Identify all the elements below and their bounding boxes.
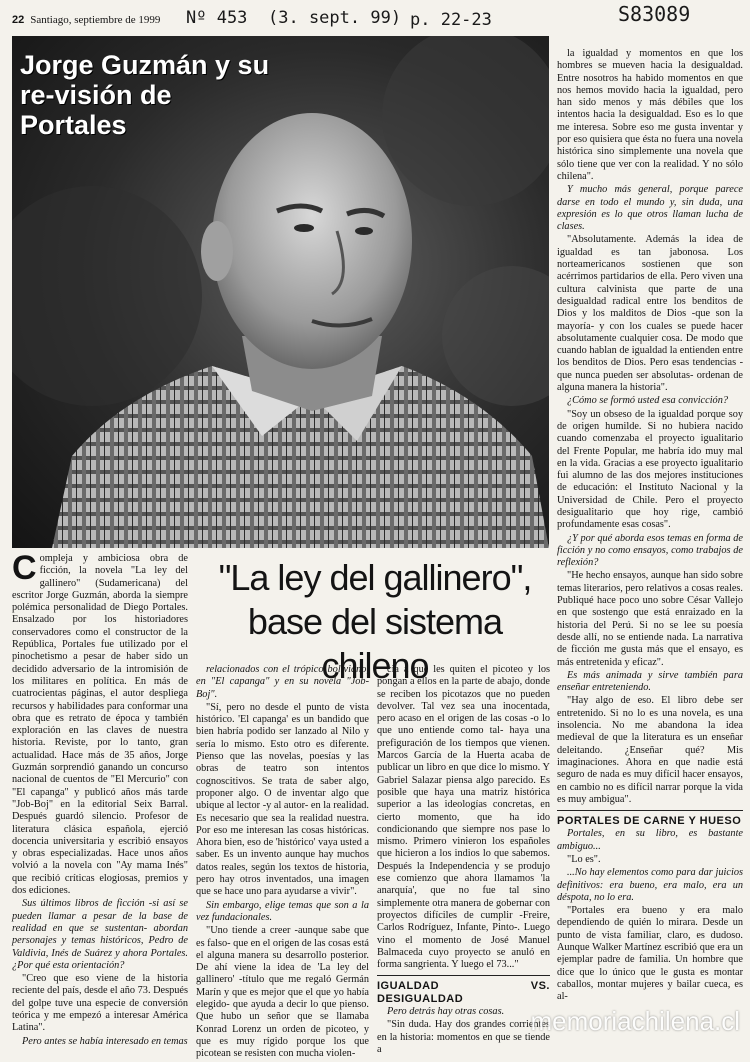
section-heading: IGUALDAD VS. DESIGUALDAD: [377, 980, 550, 1005]
dateline: Santiago, septiembre de 1999: [30, 14, 161, 26]
paragraph: "Sí, pero no desde el punto de vista histórico. 'El capanga' es un bandido que bien habría podido ser lanzado al Nilo y sería lo mismo. Esto otro es diferente. Pienso que las novelas, poesías y las obras de teatro son intentos cognoscitivos. Se trata de saber algo, proponer algo. O de inventar algo que ubique al lector -y al autor- en la realidad. Es necesario que sea la realidad nuestra. Por eso me interesan las cosas históricas. Ahora bien, eso de 'histórico' vaya usted a saber. Es un invento aunque hay muchos datos reales, según los textos de historia, pero hay otros inventados, una imagen que se hace uno para ayudarse a vivir".: [196, 701, 369, 898]
masthead: [12, 14, 160, 26]
section-heading: PORTALES DE CARNE Y HUESO: [557, 815, 742, 828]
divider: [557, 810, 743, 811]
right-column: [557, 48, 743, 1005]
question: ¿Y por qué aborda esos temas en forma de ficción y no como ensayos, como trabajos de reflexión?: [557, 532, 743, 569]
lead-text: ompleja y ambiciosa obra de ficción, la novela "La ley del gallinero" (Sudamericana) del escritor Jorge Guzmán, aborda la siempre polémica personalidad de Diego Portales. Ensalzado por los historiadores conservadores como el constructor de la República, Portales fue utilizado por el pinochetismo a pesar de haber sido un decidido adversario de la intromisión de los militares en política. En más de cuatrocientas páginas, el autor despliega recursos y habilidades para conformar una obra que es retrato de época y también exploración en las claves de nuestra historia. Reviste, por lo tanto, gran actualidad. Hace más de 35 años, Jorge Guzmán sorprendió ganando un concurso nacional de cuentos de "El Mercurio" con "El capanga" y publicó años más tarde "Job-Boj" en la editorial Seix Barral. Después guardó silencio. Profesor de literatura clásica española, ejerció docencia universitaria y escribió ensayos y obras especializadas. Hace unos años volvió a la novela con "Ay mama Inés" que recibió críticas elogiosas, premios y dos ediciones.: [12, 553, 188, 897]
handwritten-date: (3. sept. 99): [268, 8, 402, 28]
question: Pero antes se había interesado en temas: [22, 1035, 188, 1047]
paragraph: cia a que les quiten el picoteo y los pongan a ellos en la parte de abajo, donde se reciben los picotazos que no pueden devolver. Tal vez sea una inocentada, pero acaso en el origen de las cosas -o lo que uno entiende como tal- haya una prefiguración de los tiempos que vienen. Marcos García de la Huerta acaba de publicar un libro en que dice lo mismo. Y Gabriel Salazar piensa algo parecido. Es posible que haya una matriz histórica superior a las ideologías concretas, en cierto momento, que ha ido condicionando que siempre nos pase lo mismo. Primero vinieron los españoles que hicieron a los indios lo que sabemos. Después la Independencia y se produjo ese comienzo que ahora llamamos 'la anarquía', que no fue tal sino simplemente otra manera de gobernar con proyectos difíciles de cumplir -Freire, Carlos Rodríguez, Infante, Pinto-. Luego vino el momento de José Manuel Balmaceda cuyo proyecto se anuló en forma sangrienta. Y luego el 73...": [377, 664, 550, 971]
paragraph: "Soy un obseso de la igualdad porque soy de origen humilde. Si no hubiera nacido cuando comenzaba el proyecto igualitario del Frente Popular, me habría ido muy mal en la vida. Gracias a ese proyecto igualitario fui alumno de las dos mejores instituciones de educación: el Instituto Nacional y la Universidad de Chile. Pero el proyecto desigualitario que hoy rige, cambió profundamente esas cosas".: [557, 408, 743, 531]
paragraph: "Portales era bueno y era malo dependiendo de quién lo mirara. Desde un punto de vista familiar, claro, es dudoso. Aunque Walker Martínez escribió que era un ejemplar padre de familia. Un hombre que dice que lo único que le gusta es montar caballos, montar mujeres y bailar cueca, es al-: [557, 905, 743, 1003]
headline: "La ley del gallinero", base del sistema chileno: [218, 557, 532, 686]
paragraph: la igualdad y momentos en que los hombres se mueven hacia la desigualdad. Entre nosotros ha habido momentos en que nos hemos movido hacia la igualdad, pero han sido menos y más débiles que los intentos hacia la desigualdad. Eso es lo que me interesa. Sobre eso me gusta inventar y por eso quisiera que ésta no fuera una novela histórica sino simplemente una novela que sólo tiene que ver con la realidad. Y no sólo chilena".: [557, 48, 743, 182]
question: Sus últimos libros de ficción -si así se pueden llamar a pesar de la base de realidad en que se sustentan- abordan personajes y temas históricos, Pedro de Valdivia, Inés de Suárez y ahora Portales. ¿Por qué esta orientación?: [12, 898, 188, 971]
paragraph: "Uno tiende a creer -aunque sabe que es falso- que en el origen de las cosas está el alguna manera su desarrollo posterior. De ahí viene la idea de 'La ley del gallinero' -título que me regaló Germán Marín y que es mejor que el que yo había elegido- que ayuda a decir lo que pienso. Que hubo un señor que se llamaba Konrad Lorenz un orden de picoteo, y que es muy rígido porque los que picotean se resisten con mucha violen-: [196, 925, 369, 1060]
paragraph: "Absolutamente. Además la idea de igualdad es tan jabonosa. Los norteamericanos sostienen que son acérrimos partidarios de ella. Pero viven una cultura calvinista que parte de una desigualdad radical entre los benditos de Dios y los malditos de Dios -que son la mayoría- y con los cuales se puede hacer absolutamente cualquier cosa. De modo que cuando hablan de igualdad la entienden entre los benditos de Dios. Pero esas tendencias -que nunca pueden ser absolutas- ordenan de alguna manera la historia".: [557, 234, 743, 394]
divider: [377, 975, 550, 976]
question: Pero detrás hay otras cosas.: [387, 1006, 505, 1018]
handwritten-number: Nº 453: [186, 8, 248, 28]
column-3: [377, 664, 550, 1057]
paragraph: "Lo es".: [567, 854, 601, 865]
handwritten-code: S83089: [618, 2, 691, 26]
column-2: [196, 664, 369, 1062]
column-1: [12, 549, 188, 1049]
question: Portales, en su libro, es bastante ambiguo...: [557, 828, 743, 852]
paragraph: "Creo que eso viene de la historia reciente del país, desde el año 73. Después del golpe tuve una especie de conversión teórica y me empezó a interesar América Latina".: [12, 973, 188, 1034]
question: Es más animada y sirve también para enseñar entreteniendo.: [557, 669, 743, 694]
question: ...No hay elementos como para dar juicios definitivos: era bueno, era malo, era un déspota, no lo era.: [557, 867, 743, 903]
question: Sin embargo, elige temas que son a la vez fundacionales.: [196, 899, 369, 923]
drop-cap: C: [12, 549, 37, 587]
question: ¿Cómo se formó usted esa convicción?: [567, 395, 729, 407]
question: Y mucho más general, porque parece darse en todo el mundo y, sin duda, una expresión es lo que otros llaman lucha de clases.: [557, 184, 743, 233]
handwritten-pages: p. 22-23: [410, 10, 492, 30]
paragraph: "Hay algo de eso. El libro debe ser entretenido. Si no lo es una novela, es una insolencia. No me abandona la idea medieval de que la literatura es un enseñar deleitando. ¿Enseñar qué? Mis imaginaciones. Ahora en que nadie está seguro de nada es muy difícil hacer ensayos, en cambio no es difícil narrar porque la vida es muy ambigua".: [557, 695, 743, 805]
question: relacionados con el trópico boliviano, en "El capanga" y en su novela "Job-Boj".: [196, 664, 369, 700]
paragraph: "He hecho ensayos, aunque han sido sobre temas literarios, pero relativos a cosas reales. Publiqué hace poco uno sobre César Vallejo en que sostengo que está enraizado en la historia del Perú. Si no se lee su poesía desde allí, no se entiende nada. La narrativa de ficción me gusta más que el ensayo, es más entretenida y eficaz".: [557, 570, 743, 668]
lead-paragraph: [12, 549, 188, 897]
photo-title: Jorge Guzmán y su re-visión de Portales: [20, 50, 270, 140]
watermark: memoriachilena.cl: [530, 1006, 740, 1036]
paragraph: "Sin duda. Hay dos grandes corrientes en la historia: momentos en que se tiende a: [377, 1019, 550, 1055]
page-number: 22: [12, 14, 25, 26]
